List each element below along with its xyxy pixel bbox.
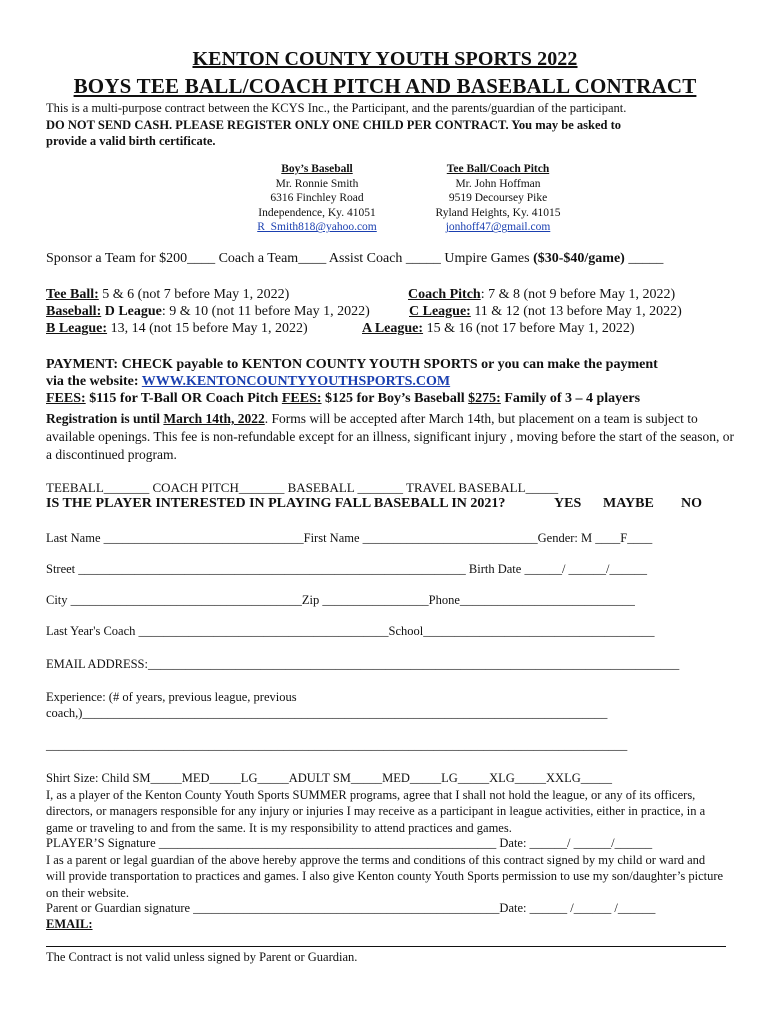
coach-school-field-line[interactable]: Last Year's Coach ________________________________________School_____________________________________ — [46, 624, 655, 638]
c-league — [409, 304, 682, 320]
title-line-1: KENTON COUNTY YOUTH SPORTS 2022 — [192, 48, 578, 70]
fees-label-1: FEES: — [46, 391, 86, 406]
b-league — [46, 321, 308, 337]
fees-text-1: $115 for T-Ball OR Coach Pitch — [85, 391, 282, 406]
teeball-label: Tee Ball: — [46, 287, 99, 302]
registration-date: March 14th, 2022 — [163, 411, 265, 426]
intro-line-1: This is a multi-purpose contract between the KCYS Inc., the Participant, and the parents/guardian of the participant. — [46, 101, 627, 115]
street-birthdate-field-line[interactable]: Street ______________________________________________________________ Birth Date ______/ ______/______ — [46, 562, 648, 576]
experience-field-line[interactable]: coach,)____________________________________________________________________________________ — [46, 706, 608, 720]
payment-line-1: PAYMENT: CHECK payable to KENTON COUNTY YOUTH SPORTS or you can make the payment — [46, 357, 658, 372]
cleague-label: C League: — [409, 304, 471, 319]
name-gender-field-line[interactable]: Last Name ________________________________First Name ____________________________Gender: M ____F____ — [46, 531, 653, 545]
contact-title: Boy’s Baseball — [281, 163, 353, 175]
contact-street: 6316 Finchley Road — [270, 192, 364, 205]
baseball-label: Baseball: — [46, 304, 102, 319]
dleague-label: D League — [101, 304, 162, 319]
contact-street: 9519 Decoursey Pike — [448, 192, 548, 205]
coachpitch-ages: : 7 & 8 (not 9 before May 1, 2022) — [480, 287, 676, 302]
d-league — [46, 304, 370, 320]
aleague-ages: 15 & 16 (not 17 before May 1, 2022) — [423, 321, 635, 336]
fees-text-2: $125 for Boy’s Baseball — [321, 391, 469, 406]
coachpitch-league — [408, 287, 675, 303]
website-link[interactable]: WWW.KENTONCOUNTYYOUTHSPORTS.COM — [141, 374, 451, 389]
experience-field-line-2[interactable]: _____________________________________________________________________________________________ — [46, 738, 628, 752]
sponsor-line — [46, 251, 663, 267]
teeball-ages: 5 & 6 (not 7 before May 1, 2022) — [98, 287, 290, 302]
contact-name: Mr. John Hoffman — [455, 177, 541, 190]
umpire-rate: ($30-$40/game) — [533, 251, 625, 266]
fall-answer-no[interactable]: NO — [681, 496, 702, 511]
contact-title: Tee Ball/Coach Pitch — [446, 163, 550, 175]
contact-name: Mr. Ronnie Smith — [275, 177, 359, 190]
fall-baseball-question — [46, 496, 505, 512]
coachpitch-label: Coach Pitch — [408, 287, 481, 302]
parent-agreement: I as a parent or legal guardian of the above hereby approve the terms and conditions of this contract signed by my child or ward and will provide transportation to practices and games. I also give Kenton county Youth Sports permission to use my son/daughter’s picture on their website. — [46, 853, 724, 900]
program-choice-line[interactable]: TEEBALL_______ COACH PITCH_______ BASEBALL _______ TRAVEL BASEBALL_____ — [46, 480, 559, 495]
registration-paragraph — [46, 410, 736, 464]
intro-line-2: DO NOT SEND CASH. PLEASE REGISTER ONLY ONE CHILD PER CONTRACT. You may be asked to — [46, 118, 621, 132]
a-league — [362, 321, 635, 337]
contact-boys-baseball — [232, 162, 402, 235]
payment-line-2 — [46, 374, 450, 390]
experience-label: Experience: (# of years, previous league, previous — [46, 690, 297, 704]
fall-answer-yes[interactable]: YES — [554, 496, 582, 511]
fees-text-3: Family of 3 – 4 players — [500, 391, 641, 406]
payment-website-prefix: via the website: — [46, 374, 142, 389]
contact-city: Independence, Ky. 41051 — [258, 206, 376, 219]
email-signature-rule[interactable] — [46, 946, 726, 947]
contact-email-link[interactable]: R_Smith818@yahoo.com — [257, 221, 377, 234]
shirt-size-line[interactable]: Shirt Size: Child SM_____MED_____LG_____ADULT SM_____MED_____LG_____XLG_____XXLG_____ — [46, 771, 612, 785]
sponsor-text: Sponsor a Team for $200____ Coach a Team____ Assist Coach _____ Umpire Games — [46, 251, 534, 266]
bleague-ages: 13, 14 (not 15 before May 1, 2022) — [107, 321, 308, 336]
bleague-label: B League: — [46, 321, 108, 336]
fees-line — [46, 391, 640, 407]
title-line-2: BOYS TEE BALL/COACH PITCH AND BASEBALL CONTRACT — [73, 74, 697, 98]
intro-line-3: provide a valid birth certificate. — [46, 134, 216, 148]
parent-signature-line[interactable]: Parent or Guardian signature _________________________________________________Date: ______ /______ /______ — [46, 901, 656, 915]
cleague-ages: 11 & 12 (not 13 before May 1, 2022) — [470, 304, 682, 319]
contact-city: Ryland Heights, Ky. 41015 — [435, 206, 561, 219]
footer-note: The Contract is not valid unless signed by Parent or Guardian. — [46, 950, 358, 964]
teeball-league — [46, 287, 289, 303]
aleague-label: A League: — [362, 321, 424, 336]
player-agreement: I, as a player of the Kenton County Youth Sports SUMMER programs, agree that I shall not hold the league, or any of its officers, directors, or managers responsible for any injury or injuries I may receive as a participant in league activities, either in practice, in a game or traveling to and from the same. It is my responsibility to attend practices and games. — [46, 788, 706, 835]
contact-teeball-coachpitch — [413, 162, 583, 235]
fall-answer-maybe[interactable]: MAYBE — [603, 496, 654, 511]
city-zip-phone-field-line[interactable]: City _____________________________________Zip _________________Phone____________________________ — [46, 593, 635, 607]
email-label: EMAIL: — [46, 917, 93, 931]
registration-prefix: Registration is until — [46, 411, 164, 426]
fees-label-3: $275: — [468, 391, 501, 406]
fees-label-2: FEES: — [281, 391, 322, 406]
registration-terms: . Forms will be accepted after March 14th, but placement on a team is subject to available openings. This fee is non-refundable except for an illness, significant injury , moving before the start of the season, or a discontinued program. — [46, 411, 735, 462]
fall-question-text: IS THE PLAYER INTERESTED IN PLAYING FALL BASEBALL IN 2021? — [46, 496, 506, 511]
player-signature-line[interactable]: PLAYER’S Signature ______________________________________________________ Date: ______/ ______/______ — [46, 836, 653, 850]
email-address-field-line[interactable]: EMAIL ADDRESS:_____________________________________________________________________________________ — [46, 657, 680, 671]
contact-email-link[interactable]: jonhoff47@gmail.com — [445, 221, 551, 234]
dleague-ages: : 9 & 10 (not 11 before May 1, 2022) — [161, 304, 370, 319]
umpire-blank: _____ — [624, 251, 664, 266]
